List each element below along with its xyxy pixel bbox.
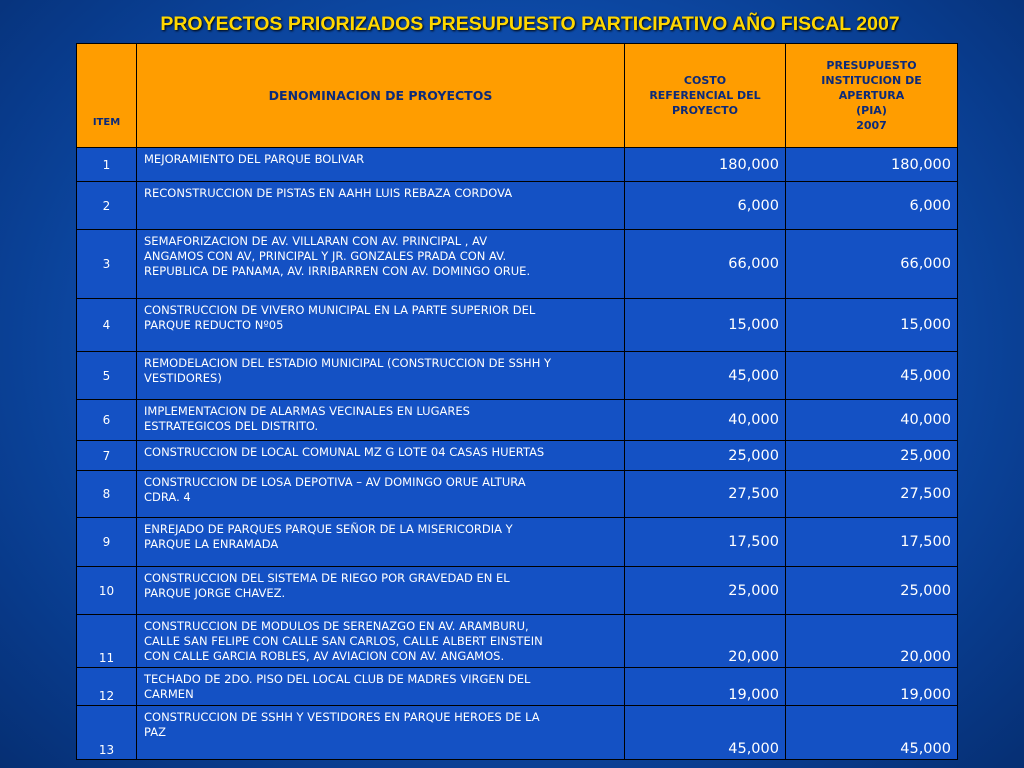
item-number: 1 <box>77 148 137 182</box>
project-name <box>137 352 625 400</box>
project-name-line: CARMEN <box>144 687 194 701</box>
project-name-line: ENREJADO DE PARQUES PARQUE SEÑOR DE LA MISERICORDIA Y <box>144 522 513 536</box>
pia-value: 40,000 <box>786 400 958 441</box>
item-number: 13 <box>77 706 137 760</box>
pia-value: 19,000 <box>786 668 958 706</box>
item-number: 12 <box>77 668 137 706</box>
project-name-line: CONSTRUCCION DE SSHH Y VESTIDORES EN PARQUE HEROES DE LA <box>144 710 540 724</box>
project-name-line: CONSTRUCCION DE VIVERO MUNICIPAL EN LA PARTE SUPERIOR DEL <box>144 303 536 317</box>
costo-value: 45,000 <box>625 352 786 400</box>
costo-value: 15,000 <box>625 299 786 352</box>
project-name-line: MEJORAMIENTO DEL PARQUE BOLIVAR <box>144 152 365 166</box>
header-costo-line: REFERENCIAL DEL <box>649 89 761 102</box>
costo-value: 180,000 <box>625 148 786 182</box>
header-pia-line: INSTITUCION DE <box>821 74 922 87</box>
project-name <box>137 230 625 299</box>
project-name <box>137 567 625 615</box>
project-name-line: REPUBLICA DE PANAMA, AV. IRRIBARREN CON AV. DOMINGO ORUE. <box>144 264 531 278</box>
item-number: 9 <box>77 518 137 567</box>
header-costo-line: PROYECTO <box>672 104 738 117</box>
project-name-line: CONSTRUCCION DE LOSA DEPOTIVA – AV DOMINGO ORUE ALTURA <box>144 475 526 489</box>
item-number: 10 <box>77 567 137 615</box>
costo-value: 45,000 <box>625 706 786 760</box>
costo-value: 25,000 <box>625 567 786 615</box>
costo-value: 19,000 <box>625 668 786 706</box>
project-name-line: PARQUE LA ENRAMADA <box>144 537 279 551</box>
item-number: 8 <box>77 471 137 518</box>
project-name <box>137 471 625 518</box>
table-header-row <box>77 44 958 148</box>
project-name-line: ANGAMOS CON AV, PRINCIPAL Y JR. GONZALES PRADA CON AV. <box>144 249 507 263</box>
table-row <box>77 182 958 230</box>
project-name-line: RECONSTRUCCION DE PISTAS EN AAHH LUIS REBAZA CORDOVA <box>144 186 513 200</box>
project-name-line: CONSTRUCCION DEL SISTEMA DE RIEGO POR GRAVEDAD EN EL <box>144 571 510 585</box>
project-name-line: TECHADO DE 2DO. PISO DEL LOCAL CLUB DE MADRES VIRGEN DEL <box>144 672 531 686</box>
project-name <box>137 182 625 230</box>
table-row <box>77 148 958 182</box>
project-name-line: CDRA. 4 <box>144 490 191 504</box>
project-name-line: SEMAFORIZACION DE AV. VILLARAN CON AV. PRINCIPAL , AV <box>144 234 488 248</box>
header-denominacion: DENOMINACION DE PROYECTOS <box>137 44 625 148</box>
table-row <box>77 400 958 441</box>
pia-value: 45,000 <box>786 706 958 760</box>
pia-value: 25,000 <box>786 441 958 471</box>
item-number: 11 <box>77 615 137 668</box>
pia-value: 17,500 <box>786 518 958 567</box>
pia-value: 6,000 <box>786 182 958 230</box>
table-row <box>77 230 958 299</box>
item-number: 5 <box>77 352 137 400</box>
pia-value: 27,500 <box>786 471 958 518</box>
header-costo <box>625 44 786 148</box>
project-name-line: IMPLEMENTACION DE ALARMAS VECINALES EN LUGARES <box>144 404 470 418</box>
item-number: 7 <box>77 441 137 471</box>
pia-value: 20,000 <box>786 615 958 668</box>
project-name <box>137 400 625 441</box>
project-name-line: ESTRATEGICOS DEL DISTRITO. <box>144 419 319 433</box>
project-name <box>137 299 625 352</box>
project-name <box>137 148 625 182</box>
project-name-line: CONSTRUCCION DE MODULOS DE SERENAZGO EN AV. ARAMBURU, <box>144 619 529 633</box>
table-row <box>77 706 958 760</box>
header-item: ITEM <box>77 44 137 148</box>
project-name-line: CONSTRUCCION DE LOCAL COMUNAL MZ G LOTE 04 CASAS HUERTAS <box>144 445 545 459</box>
item-number: 4 <box>77 299 137 352</box>
costo-value: 17,500 <box>625 518 786 567</box>
costo-value: 20,000 <box>625 615 786 668</box>
table-row <box>77 668 958 706</box>
table-row <box>77 441 958 471</box>
table-row <box>77 352 958 400</box>
header-pia <box>786 44 958 148</box>
pia-value: 45,000 <box>786 352 958 400</box>
table-row <box>77 615 958 668</box>
header-pia-line: (PIA) <box>856 104 887 117</box>
project-name-line: PARQUE REDUCTO Nº05 <box>144 318 284 332</box>
project-name <box>137 615 625 668</box>
costo-value: 27,500 <box>625 471 786 518</box>
project-name <box>137 706 625 760</box>
project-name-line: CALLE SAN FELIPE CON CALLE SAN CARLOS, CALLE ALBERT EINSTEIN <box>144 634 543 648</box>
pia-value: 15,000 <box>786 299 958 352</box>
table-row <box>77 567 958 615</box>
project-name-line: VESTIDORES) <box>144 371 222 385</box>
header-pia-line: 2007 <box>856 119 887 132</box>
item-number: 3 <box>77 230 137 299</box>
item-number: 2 <box>77 182 137 230</box>
project-name <box>137 518 625 567</box>
project-name <box>137 668 625 706</box>
project-name <box>137 441 625 471</box>
pia-value: 66,000 <box>786 230 958 299</box>
page-title: PROYECTOS PRIORIZADOS PRESUPUESTO PARTICIPATIVO AÑO FISCAL 2007 <box>160 13 900 35</box>
table-row <box>77 471 958 518</box>
costo-value: 6,000 <box>625 182 786 230</box>
header-pia-line: PRESUPUESTO <box>826 59 917 72</box>
table-row <box>77 518 958 567</box>
project-name-line: PARQUE JORGE CHAVEZ. <box>144 586 286 600</box>
projects-table <box>76 43 958 760</box>
header-costo-line: COSTO <box>683 74 727 87</box>
costo-value: 25,000 <box>625 441 786 471</box>
pia-value: 180,000 <box>786 148 958 182</box>
project-name-line: PAZ <box>144 725 166 739</box>
costo-value: 66,000 <box>625 230 786 299</box>
item-number: 6 <box>77 400 137 441</box>
pia-value: 25,000 <box>786 567 958 615</box>
table-row <box>77 299 958 352</box>
costo-value: 40,000 <box>625 400 786 441</box>
project-name-line: CON CALLE GARCIA ROBLES, AV AVIACION CON AV. ANGAMOS. <box>144 649 505 663</box>
project-name-line: REMODELACION DEL ESTADIO MUNICIPAL (CONSTRUCCION DE SSHH Y <box>144 356 552 370</box>
header-pia-line: APERTURA <box>838 89 905 102</box>
